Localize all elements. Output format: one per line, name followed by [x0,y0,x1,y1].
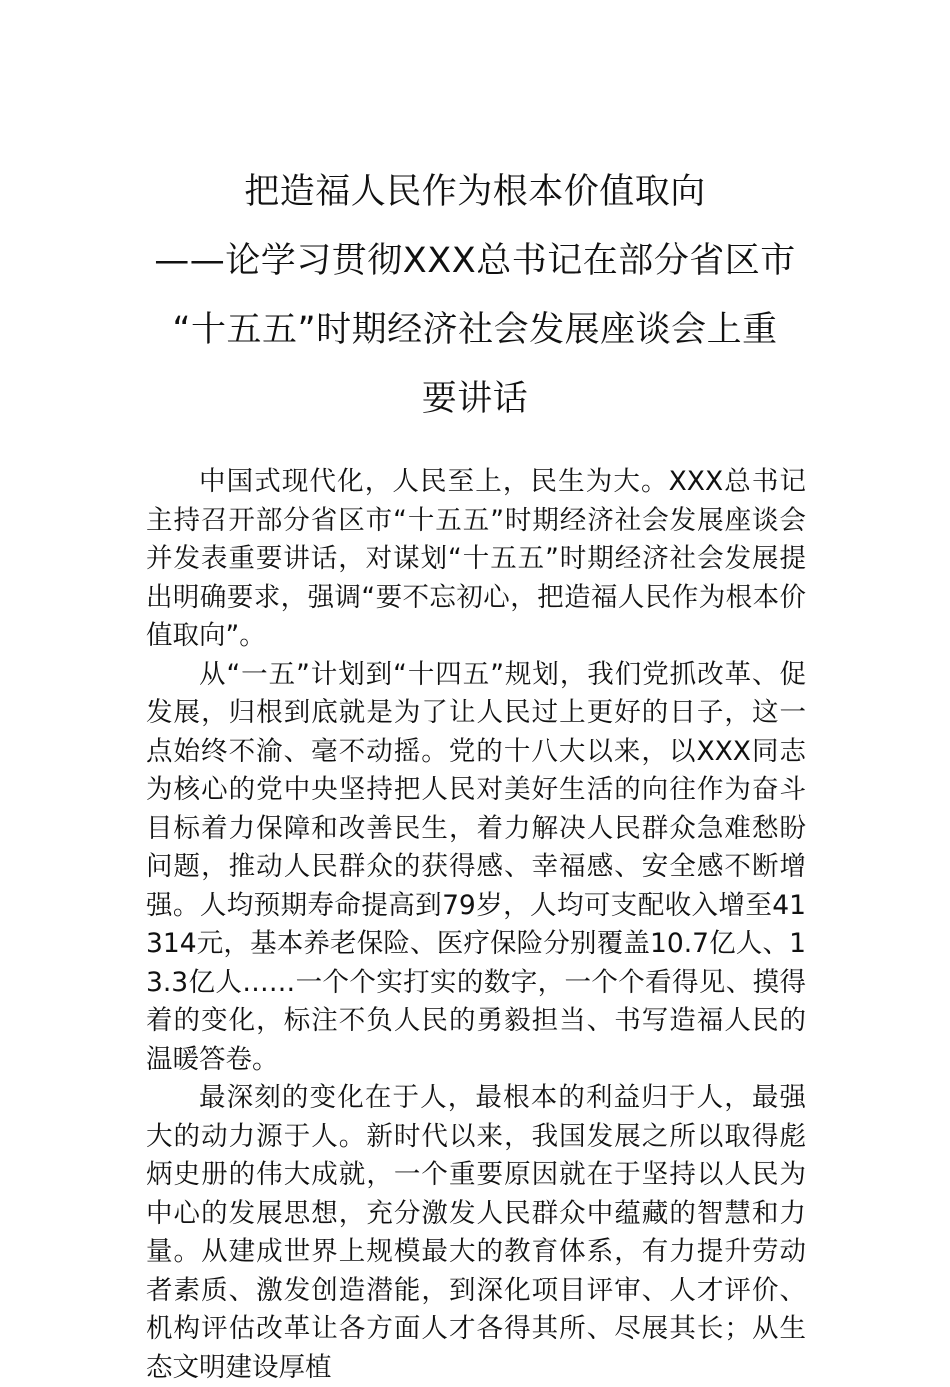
body-paragraph-3: 最深刻的变化在于人，最根本的利益归于人，最强大的动力源于人。新时代以来，我国发展之所以取得彪炳史册的伟大成就，一个重要原因就在于坚持以人民为中心的发展思想，充分激发人民群众中蕴藏的智慧和力量。从建成世界上规模最大的教育体系，有力提升劳动者素质、激发创造潜能，到深化项目评审、人才评价、机构评估改革让各方面人才各得其所、尽展其长；从生态文明建设厚植 [146,1082,806,1383]
body-paragraph-1: 中国式现代化，人民至上，民生为大。XXX总书记主持召开部分省区市“十五五”时期经济社会发展座谈会并发表重要讲话，对谋划“十五五”时期经济社会发展提出明确要求，强调“要不忘初心，把造福人民作为根本价值取向”。 [146,466,806,651]
title-line-4: 要讲话 [421,379,529,419]
document-body [146,463,806,1387]
title-line-1: 把造福人民作为根本价值取向 [244,172,706,212]
body-paragraph-2: 从“一五”计划到“十四五”规划，我们党抓改革、促发展，归根到底就是为了让人民过上更好的日子，这一点始终不渝、毫不动摇。党的十八大以来，以XXX同志为核心的党中央坚持把人民对美好生活的向往作为奋斗目标着力保障和改善民生，着力解决人民群众急难愁盼问题，推动人民群众的获得感、幸福感、安全感不断增强。人均预期寿命提高到79岁，人均可支配收入增至41314元，基本养老保险、医疗保险分别覆盖10.7亿人、13.3亿人……一个个实打实的数字，一个个看得见、摸得着的变化，标注不负人民的勇毅担当、书写造福人民的温暖答卷。 [146,658,806,1075]
document-title [140,158,810,434]
title-line-3: “十五五”时期经济社会发展座谈会上重 [172,310,778,350]
title-line-2: ——论学习贯彻XXX总书记在部分省区市 [154,241,796,281]
